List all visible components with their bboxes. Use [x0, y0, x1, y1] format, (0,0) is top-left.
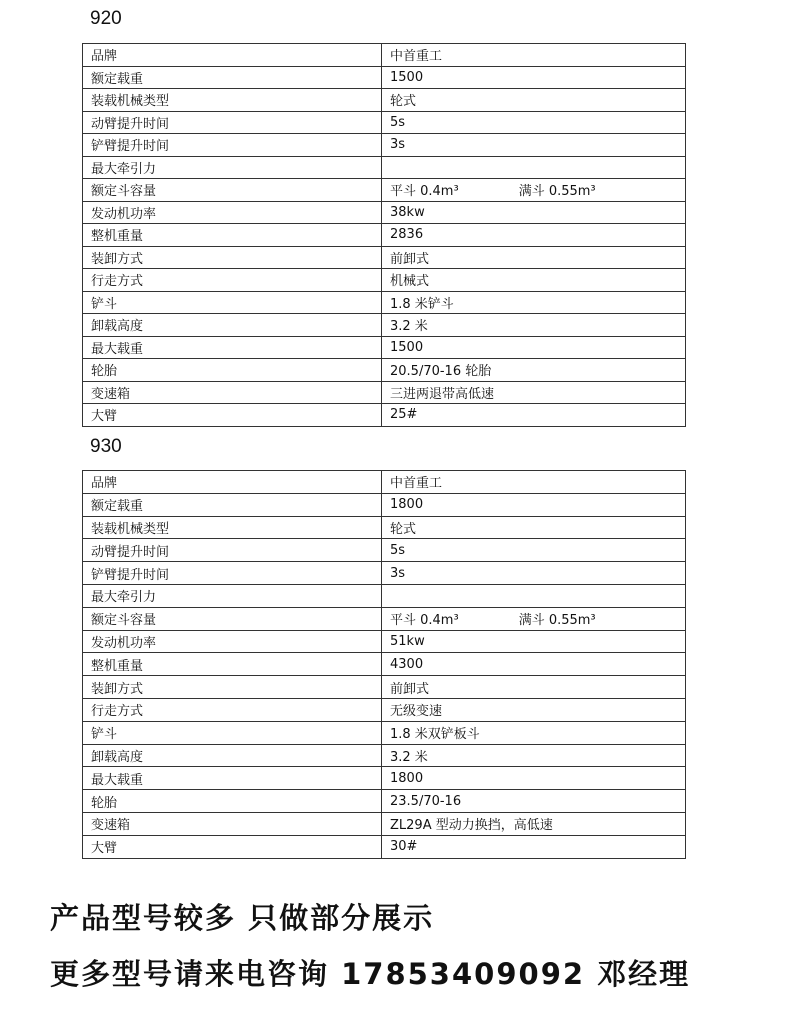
table-row	[83, 698, 686, 721]
table-row	[83, 291, 686, 314]
table-row	[83, 562, 686, 585]
table-row	[83, 111, 686, 134]
spec-value: 轮式	[382, 516, 686, 539]
spec-value: 3s	[382, 134, 686, 157]
table-row	[83, 314, 686, 337]
spec-value: 1.8 米铲斗	[382, 291, 686, 314]
spec-label: 品牌	[83, 44, 382, 67]
spec-value	[382, 156, 686, 179]
spec-value: 20.5/70-16 轮胎	[382, 359, 686, 382]
table-row	[83, 381, 686, 404]
table-row	[83, 44, 686, 67]
spec-value: 1.8 米双铲板斗	[382, 721, 686, 744]
spec-label: 最大牵引力	[83, 584, 382, 607]
spec-label: 卸载高度	[83, 314, 382, 337]
spec-label: 变速箱	[83, 381, 382, 404]
spec-label: 发动机功率	[83, 630, 382, 653]
spec-label: 轮胎	[83, 359, 382, 382]
spec-value: 2836	[382, 224, 686, 247]
spec-value: 前卸式	[382, 246, 686, 269]
spec-value: 30#	[382, 835, 686, 858]
table-row	[83, 224, 686, 247]
table-row	[83, 767, 686, 790]
table-row	[83, 201, 686, 224]
spec-value: 中首重工	[382, 471, 686, 494]
spec-value: 前卸式	[382, 676, 686, 699]
spec-label: 品牌	[83, 471, 382, 494]
spec-value: 1500	[382, 336, 686, 359]
table-row	[83, 539, 686, 562]
spec-label: 卸载高度	[83, 744, 382, 767]
spec-label: 铲斗	[83, 721, 382, 744]
table-row	[83, 744, 686, 767]
spec-label: 变速箱	[83, 812, 382, 835]
spec-label: 轮胎	[83, 790, 382, 813]
spec-label: 铲斗	[83, 291, 382, 314]
table-row	[83, 156, 686, 179]
table-row	[83, 790, 686, 813]
spec-label: 额定斗容量	[83, 179, 382, 202]
table-row	[83, 89, 686, 112]
table-row	[83, 179, 686, 202]
spec-value: 5s	[382, 111, 686, 134]
spec-value: 中首重工	[382, 44, 686, 67]
spec-label: 额定斗容量	[83, 607, 382, 630]
spec-value: 23.5/70-16	[382, 790, 686, 813]
spec-value: 3s	[382, 562, 686, 585]
table-row	[83, 812, 686, 835]
spec-value: 1800	[382, 767, 686, 790]
spec-label: 行走方式	[83, 698, 382, 721]
spec-value: 无级变速	[382, 698, 686, 721]
spec-label: 装卸方式	[83, 246, 382, 269]
spec-label: 大臂	[83, 404, 382, 427]
model-title-930: 930	[90, 436, 122, 457]
spec-value: 1500	[382, 66, 686, 89]
spec-value: 轮式	[382, 89, 686, 112]
table-row	[83, 269, 686, 292]
spec-value: 51kw	[382, 630, 686, 653]
spec-table-930	[82, 470, 686, 859]
spec-label: 额定载重	[83, 493, 382, 516]
spec-value: 5s	[382, 539, 686, 562]
table-row	[83, 676, 686, 699]
spec-label: 动臂提升时间	[83, 539, 382, 562]
spec-label: 最大载重	[83, 336, 382, 359]
spec-label: 最大载重	[83, 767, 382, 790]
spec-label: 整机重量	[83, 224, 382, 247]
model-title-920: 920	[90, 8, 122, 29]
spec-value: 4300	[382, 653, 686, 676]
spec-value: ZL29A 型动力换挡，高低速	[382, 812, 686, 835]
table-row	[83, 336, 686, 359]
spec-value	[382, 584, 686, 607]
spec-value: 平斗 0.4m³ 满斗 0.55m³	[382, 607, 686, 630]
spec-label: 行走方式	[83, 269, 382, 292]
spec-label: 装载机械类型	[83, 516, 382, 539]
spec-label: 铲臂提升时间	[83, 134, 382, 157]
footer-note: 产品型号较多 只做部分展示	[50, 901, 435, 935]
spec-value: 38kw	[382, 201, 686, 224]
spec-label: 装卸方式	[83, 676, 382, 699]
spec-label: 发动机功率	[83, 201, 382, 224]
spec-label: 装载机械类型	[83, 89, 382, 112]
spec-label: 大臂	[83, 835, 382, 858]
table-row	[83, 471, 686, 494]
table-row	[83, 493, 686, 516]
spec-value: 25#	[382, 404, 686, 427]
spec-value: 三进两退带高低速	[382, 381, 686, 404]
spec-label: 动臂提升时间	[83, 111, 382, 134]
spec-value: 3.2 米	[382, 314, 686, 337]
spec-label: 整机重量	[83, 653, 382, 676]
spec-value: 平斗 0.4m³ 满斗 0.55m³	[382, 179, 686, 202]
table-row	[83, 835, 686, 858]
footer-contact: 更多型号请来电咨询 17853409092 邓经理	[50, 957, 691, 991]
spec-value: 1800	[382, 493, 686, 516]
table-row	[83, 630, 686, 653]
table-row	[83, 721, 686, 744]
table-row	[83, 134, 686, 157]
table-row	[83, 404, 686, 427]
spec-label: 铲臂提升时间	[83, 562, 382, 585]
table-row	[83, 359, 686, 382]
spec-label: 额定载重	[83, 66, 382, 89]
table-row	[83, 516, 686, 539]
spec-value: 3.2 米	[382, 744, 686, 767]
spec-value: 机械式	[382, 269, 686, 292]
table-row	[83, 607, 686, 630]
spec-table-920	[82, 43, 686, 427]
spec-label: 最大牵引力	[83, 156, 382, 179]
table-row	[83, 584, 686, 607]
table-row	[83, 66, 686, 89]
table-row	[83, 246, 686, 269]
table-row	[83, 653, 686, 676]
